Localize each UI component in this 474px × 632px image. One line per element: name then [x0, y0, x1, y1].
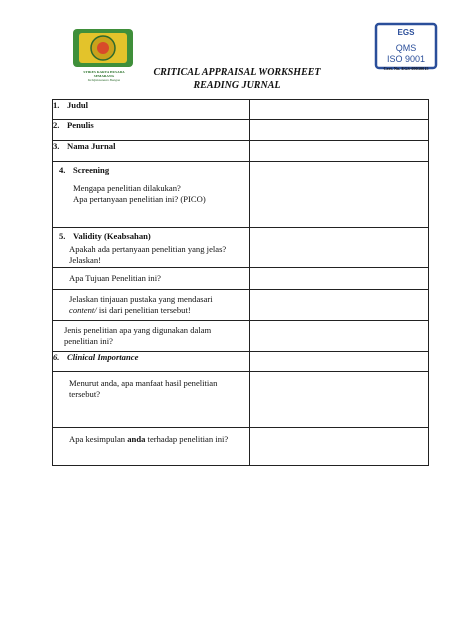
- answer-tinjauan[interactable]: [250, 290, 429, 321]
- iso-text: ISO 9001: [386, 54, 426, 64]
- answer-validity[interactable]: [250, 228, 429, 268]
- answer-screening[interactable]: [250, 162, 429, 228]
- answer-jenis[interactable]: [250, 321, 429, 352]
- label-clinical-importance: 6. Clinical Importance: [53, 352, 250, 372]
- label-manfaat: Menurut anda, apa manfaat hasil penelitian tersebut?: [53, 372, 250, 428]
- qms-text: QMS: [395, 43, 417, 53]
- table-row: [53, 321, 429, 352]
- answer-penulis[interactable]: [250, 120, 429, 141]
- institution-name: STIKES KARYA HUSADA SEMARANG Kebijaksanaan Bangsa: [83, 70, 125, 82]
- label-validity: 5. Validity (Keabsahan) Apakah ada pertanyaan penelitian yang jelas? Jelaskan!: [53, 228, 250, 268]
- label-penulis: 2. Penulis: [53, 120, 250, 141]
- worksheet-title: CRITICAL APPRAISAL WORKSHEET: [153, 67, 321, 78]
- institution-logo: [72, 28, 134, 68]
- label-kesimpulan: Apa kesimpulan anda terhadap penelitian ini?: [53, 428, 250, 466]
- label-judul: 1. Judul: [53, 100, 250, 120]
- table-row: [53, 372, 429, 428]
- worksheet-subtitle: READING JURNAL: [193, 80, 281, 91]
- answer-kesimpulan[interactable]: [250, 428, 429, 466]
- label-tinjauan: Jelaskan tinjauan pustaka yang mendasari content/ isi dari penelitian tersebut!: [53, 290, 250, 321]
- appraisal-table: [52, 99, 429, 466]
- table-row: [53, 352, 429, 372]
- answer-manfaat[interactable]: [250, 372, 429, 428]
- label-screening: 4. Screening Mengapa penelitian dilakukan? Apa pertanyaan penelitian ini? (PICO): [53, 162, 250, 228]
- table-row: [53, 290, 429, 321]
- table-row: [53, 141, 429, 162]
- table-row: [53, 120, 429, 141]
- label-jenis: Jenis penelitian apa yang digunakan dalam penelitian ini?: [53, 321, 250, 352]
- answer-clinical-importance[interactable]: [250, 352, 429, 372]
- answer-judul[interactable]: [250, 100, 429, 120]
- table-row: [53, 100, 429, 120]
- table-row: [53, 228, 429, 268]
- table-row: [53, 162, 429, 228]
- certificate-number: Cert. No. EGS-09030015: [383, 66, 429, 71]
- answer-nama-jurnal[interactable]: [250, 141, 429, 162]
- label-nama-jurnal: 3. Nama Jurnal: [53, 141, 250, 162]
- answer-tujuan[interactable]: [250, 268, 429, 290]
- table-row: [53, 428, 429, 466]
- label-tujuan: Apa Tujuan Penelitian ini?: [53, 268, 250, 290]
- egs-brand-text: EGS: [397, 28, 415, 37]
- table-row: [53, 268, 429, 290]
